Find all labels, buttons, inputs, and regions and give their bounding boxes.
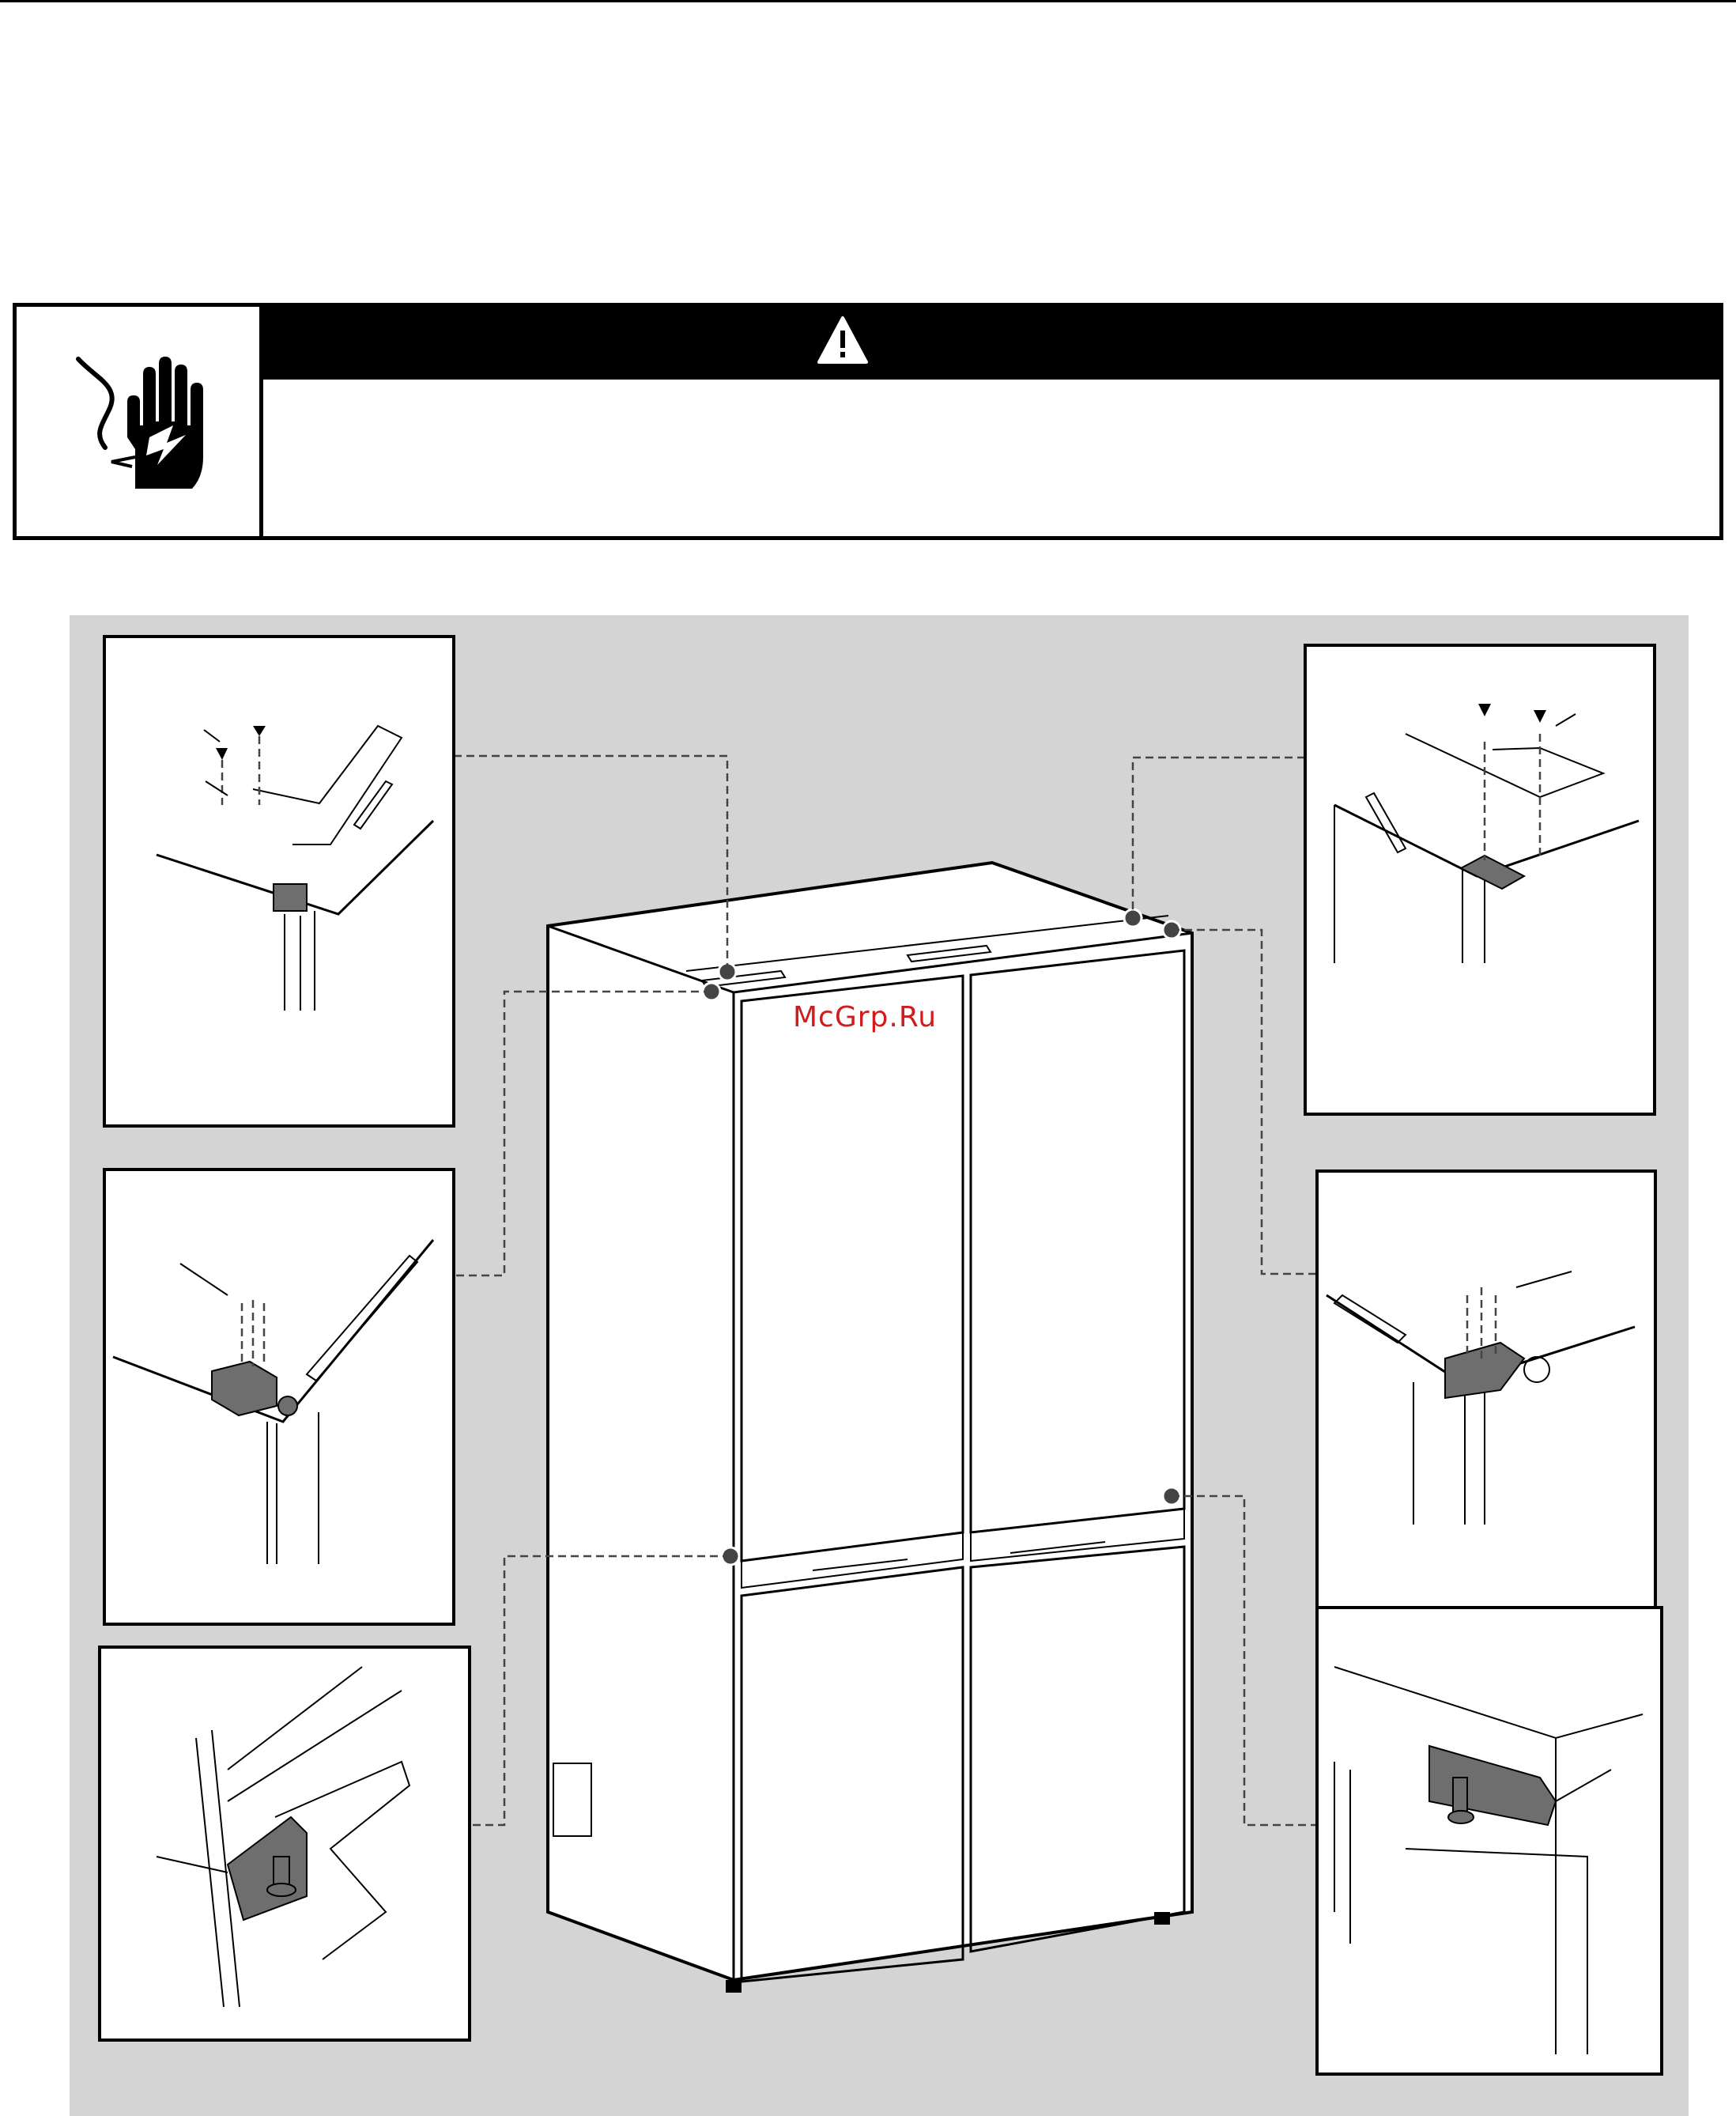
- warning-box: [13, 303, 1723, 540]
- top-rule: [0, 0, 1736, 2]
- detail-panel-bottom-left: [100, 1647, 470, 2040]
- electrical-shock-hand-icon: [17, 307, 254, 536]
- warning-body: [263, 380, 1719, 536]
- detail-panel-top-left: [104, 637, 454, 1126]
- watermark: McGrp.Ru: [793, 1001, 938, 1033]
- installation-illustration: [70, 615, 1689, 2116]
- hazard-icon-cell: [17, 307, 263, 536]
- detail-panel-middle-left: [104, 1169, 454, 1624]
- detail-panel-bottom-right: [1317, 1608, 1662, 2074]
- detail-panel-top-right: [1305, 645, 1655, 1114]
- warning-header-graphic: [263, 307, 1727, 380]
- refrigerator-door-removal-figure: [70, 615, 1689, 2116]
- warning-triangle-icon: [819, 318, 866, 362]
- detail-panel-middle-right: [1317, 1171, 1655, 1633]
- hinge-bracket: [274, 884, 307, 911]
- warning-header: [263, 307, 1719, 380]
